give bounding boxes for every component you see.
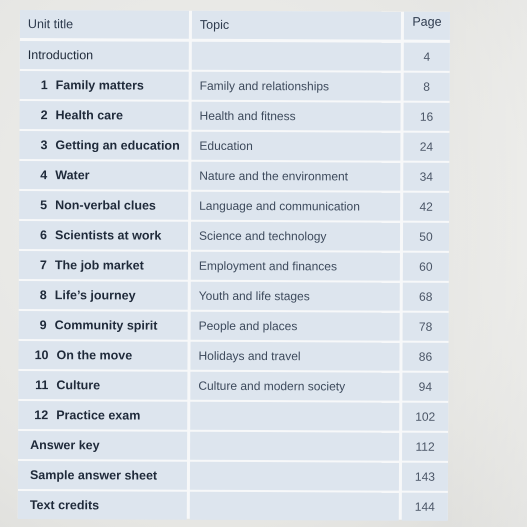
topic-cell [191,162,400,191]
unit-title: Text credits [29,498,100,513]
table-row [19,131,449,161]
page-cell [403,283,449,311]
unit-page: 8 [423,79,431,94]
unit-title [28,78,144,93]
topic-cell [190,402,399,431]
topic-cell [191,252,400,281]
unit-title-cell [18,341,187,370]
page-cell [402,463,448,491]
unit-title-text: Family matters [55,78,144,93]
table-row [18,401,448,431]
unit-number: 10 [34,348,49,363]
table-row [19,311,449,341]
unit-title: Answer key [30,438,100,453]
header-topic: Topic [199,17,230,32]
table-row [18,491,448,521]
unit-title [27,318,158,333]
unit-number: 12 [34,408,49,423]
unit-title [26,408,140,422]
unit-topic: Language and communication [199,198,360,214]
unit-topic: Nature and the environment [199,168,349,184]
unit-title-cell [18,371,187,400]
unit-topic: Health and fitness [199,108,296,124]
unit-title-text: The job market [54,258,144,273]
unit-title-cell [19,101,188,130]
contents-table [18,10,450,520]
topic-cell [190,432,399,461]
unit-page: 86 [418,349,433,364]
unit-title [27,198,156,213]
table-header-row [20,10,450,40]
unit-number: 11 [35,378,49,393]
unit-title-text: Practice exam [56,408,141,423]
unit-title-cell [18,401,187,430]
unit-page: 144 [414,499,435,514]
unit-title-text: On the move [56,348,133,363]
unit-page: 94 [418,379,433,394]
table-row [19,191,449,221]
header-cell-topic [192,11,401,40]
header-cell-unit-title [20,10,189,39]
header-page: Page [412,14,442,29]
unit-title-cell [18,461,187,490]
topic-cell [190,342,399,371]
unit-number: 9 [39,318,47,333]
unit-page: 42 [419,199,433,214]
unit-title-text: Scientists at work [54,228,162,243]
unit-title [27,288,136,302]
topic-cell [191,102,400,131]
unit-topic: Holidays and travel [198,348,301,364]
unit-number: 3 [40,138,48,153]
table-row [20,71,450,101]
unit-title [26,378,100,392]
unit-title [26,348,132,362]
page-cell [403,313,449,341]
unit-title-text: Getting an education [55,138,180,153]
unit-page: 4 [423,49,431,64]
unit-page: 68 [419,289,433,304]
unit-title-cell [19,191,188,220]
unit-page: 102 [415,409,436,424]
table-row [18,371,448,401]
unit-page: 112 [415,439,435,454]
unit-title-cell [19,311,188,340]
unit-topic: Family and relationships [199,78,330,94]
unit-page: 50 [419,229,433,244]
table-row [18,431,448,461]
topic-cell [191,222,400,251]
page-cell [402,343,448,371]
unit-title-cell [20,41,189,70]
topic-cell [190,462,399,491]
unit-page: 78 [418,319,433,334]
page-cell [403,193,449,221]
unit-title [27,168,89,182]
page-cell [402,433,448,461]
topic-cell [191,282,400,311]
table-row [19,161,449,191]
unit-page: 16 [419,109,434,124]
table-row [19,221,449,251]
unit-title [27,228,161,243]
unit-title-cell [20,71,189,100]
page-cell [403,103,449,131]
table-row [20,41,450,71]
unit-title [27,258,144,273]
page-cell [404,73,450,101]
unit-number: 4 [40,168,48,183]
unit-topic: People and places [198,318,298,334]
page-cell [402,493,448,521]
page-glare [447,0,527,527]
unit-title-text: Health care [55,108,123,123]
header-unit-title: Unit title [27,17,74,32]
unit-topic: Youth and life stages [198,288,310,304]
unit-topic: Employment and finances [198,258,337,274]
unit-number: 2 [40,108,48,123]
table-row [18,461,448,491]
topic-cell [191,312,400,341]
unit-page: 24 [419,139,434,154]
table-row [18,341,448,371]
unit-topic: Science and technology [198,228,327,244]
unit-title-cell [19,131,188,160]
topic-cell [191,132,400,161]
unit-number: 1 [40,78,48,93]
unit-title-cell [18,431,187,460]
unit-title: Sample answer sheet [29,468,158,483]
topic-cell [192,42,401,71]
unit-title-cell [19,281,188,310]
topic-cell [192,72,401,101]
page-cell [402,403,448,431]
unit-title-cell [19,251,188,280]
unit-number: 5 [40,198,48,213]
unit-title-cell [19,161,188,190]
unit-topic: Culture and modern society [198,378,346,394]
unit-title-text: Water [55,168,90,183]
page-cell [404,43,450,71]
unit-page: 60 [419,259,433,274]
unit-page: 34 [419,169,433,184]
unit-title-text: Life’s journey [54,288,136,303]
unit-title-cell [18,491,187,520]
table-row [19,251,449,281]
topic-cell [190,372,399,401]
unit-title-cell [19,221,188,250]
header-cell-page [404,12,450,40]
table-row [19,101,449,131]
topic-cell [190,492,399,521]
unit-number: 8 [39,288,47,303]
unit-number: 6 [40,228,48,243]
unit-title-text: Culture [56,378,101,393]
unit-title-text: Community spirit [54,318,158,333]
page-cell [403,163,449,191]
unit-title: Introduction [27,48,94,63]
unit-topic: Education [199,138,253,154]
table-row [19,281,449,311]
topic-cell [191,192,400,221]
unit-title-text: Non-verbal clues [55,198,156,213]
unit-page: 143 [414,469,436,484]
page-cell [403,133,449,161]
unit-title [27,138,179,153]
unit-number: 7 [39,258,47,273]
page-cell [402,373,448,401]
page-cell [403,253,449,281]
unit-title [28,108,123,122]
page-cell [403,223,449,251]
